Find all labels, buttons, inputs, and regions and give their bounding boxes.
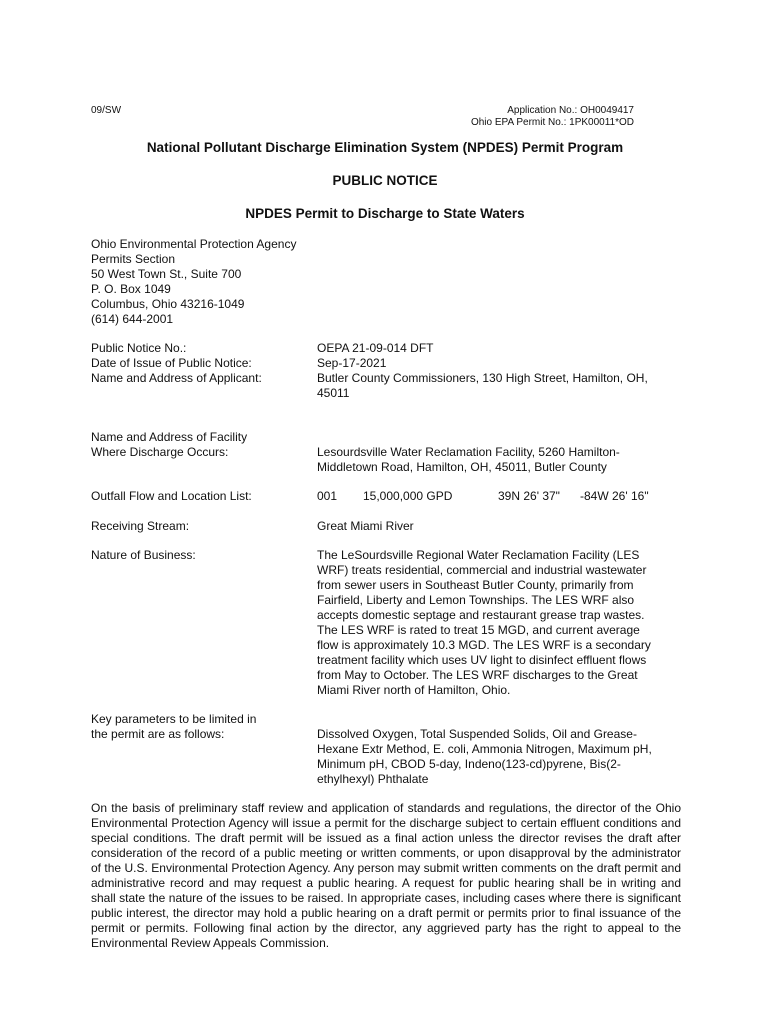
outfall-flow: 15,000,000 GPD — [363, 489, 453, 503]
agency-line: (614) 644-2001 — [91, 312, 174, 326]
application-number: Application No.: OH0049417 — [507, 105, 634, 116]
facility-value: Lesourdsville Water Reclamation Facility, 5260 Hamilton-Middletown Road, Hamilton, OH, 45011, Butler County — [317, 445, 620, 474]
notice-no-label: Public Notice No.: — [91, 341, 187, 355]
outfall-longitude: -84W 26' 16" — [580, 489, 649, 503]
permit-numbers — [471, 105, 634, 129]
closing-paragraph: On the basis of preliminary staff review and application of standards and regulations, the director of the Ohio Environmental Protection Agency will issue a permit for the discharge subject to certain effluent conditions and special conditions. The draft permit will be issued as a final action unless the director revises the draft after consideration of the record of a public meeting or written comments, or upon disapproval by the administrator of the U.S. Environmental Protection Agency. Any person may submit written comments on the draft permit and administrative record and may request a public hearing. A request for public hearing shall be in writing and shall state the nature of the issues to be raised. In appropriate cases, including cases where there is significant public interest, the director may hold a public hearing on a draft permit or permits prior to final issuance of the permit or permits. Following final action by the director, any aggrieved party has the right to appeal to the Environmental Review Appeals Commission. — [91, 801, 681, 950]
issue-date-value: Sep-17-2021 — [317, 356, 387, 370]
notice-no-value: OEPA 21-09-014 DFT — [317, 341, 434, 355]
stream-label: Receiving Stream: — [91, 519, 190, 533]
outfall-number: 001 — [317, 489, 338, 503]
public-notice-heading: PUBLIC NOTICE — [332, 173, 438, 188]
applicant-value: Butler County Commissioners, 130 High Street, Hamilton, OH, 45011 — [317, 371, 648, 400]
agency-address — [91, 237, 296, 327]
issue-date-label: Date of Issue of Public Notice: — [91, 356, 252, 370]
agency-line: Permits Section — [91, 252, 176, 266]
program-title: National Pollutant Discharge Elimination System (NPDES) Permit Program — [146, 140, 624, 155]
stream-value: Great Miami River — [317, 519, 414, 533]
applicant-label: Name and Address of Applicant: — [91, 371, 262, 385]
permit-subtitle: NPDES Permit to Discharge to State Waters — [245, 206, 525, 221]
business-label: Nature of Business: — [91, 548, 196, 562]
facility-label: Name and Address of Facility Where Discharge Occurs: — [91, 430, 248, 459]
outfall-label: Outfall Flow and Location List: — [91, 489, 252, 503]
parameters-value: Dissolved Oxygen, Total Suspended Solids, Oil and Grease-Hexane Extr Method, E. coli, Ammonia Nitrogen, Maximum pH, Minimum pH, CBOD 5-day, Indeno(123-cd)pyrene, Bis(2-ethylhexyl) Phthalate — [317, 727, 652, 786]
outfall-latitude: 39N 26' 37" — [498, 489, 560, 503]
agency-line: 50 West Town St., Suite 700 — [91, 267, 242, 281]
agency-line: Ohio Environmental Protection Agency — [91, 237, 297, 251]
agency-line: Columbus, Ohio 43216-1049 — [91, 297, 245, 311]
parameters-label: Key parameters to be limited in the permit are as follows: — [91, 712, 257, 741]
document-code: 09/SW — [91, 105, 122, 116]
agency-line: P. O. Box 1049 — [91, 282, 171, 296]
business-description: The LeSourdsville Regional Water Reclamation Facility (LES WRF) treats residential, commercial and industrial wastewater from sewer users in Southeast Butler County, primarily from Fairfield, Liberty and Lemon Townships. The LES WRF also accepts domestic septage and restaurant grease trap wastes. The LES WRF is rated to treat 15 MGD, and current average flow is approximately 10.3 MGD. The LES WRF is a secondary treatment facility which uses UV light to disinfect effluent flows from May to October. The LES WRF discharges to the Great Miami River north of Hamilton, Ohio. — [317, 548, 651, 697]
epa-permit-number: Ohio EPA Permit No.: 1PK00011*OD — [470, 117, 634, 128]
